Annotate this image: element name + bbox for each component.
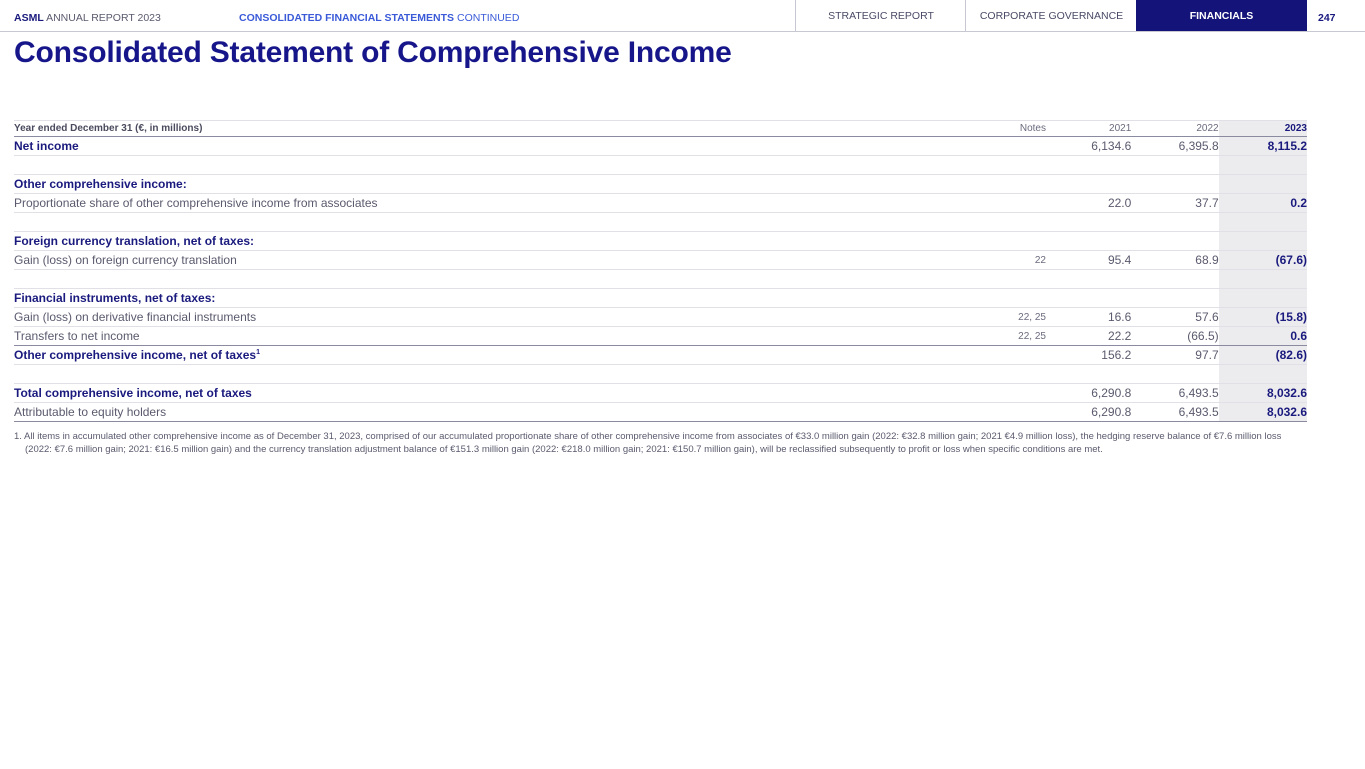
row-label: Total comprehensive income, net of taxes xyxy=(14,384,978,403)
value-2021: 95.4 xyxy=(1046,251,1131,270)
row-notes: 22 xyxy=(978,251,1046,270)
value-2022: 57.6 xyxy=(1131,308,1218,327)
row-notes xyxy=(978,365,1046,384)
row-label: Financial instruments, net of taxes: xyxy=(14,289,978,308)
row-label: Other comprehensive income: xyxy=(14,175,978,194)
value-2023: 8,032.6 xyxy=(1219,403,1307,422)
value-2022 xyxy=(1131,175,1218,194)
table-row xyxy=(14,327,1307,346)
table-row xyxy=(14,308,1307,327)
row-label xyxy=(14,346,978,365)
value-2023 xyxy=(1219,232,1307,251)
top-navigation-bar xyxy=(0,0,1365,32)
value-2022 xyxy=(1131,365,1218,384)
report-brand xyxy=(14,12,161,24)
value-2022 xyxy=(1131,289,1218,308)
page-number: 247 xyxy=(1318,12,1336,24)
row-label: Gain (loss) on foreign currency translation xyxy=(14,251,978,270)
value-2022: 68.9 xyxy=(1131,251,1218,270)
row-notes xyxy=(978,232,1046,251)
table-row xyxy=(14,194,1307,213)
row-label xyxy=(14,365,978,384)
value-2022: 6,493.5 xyxy=(1131,403,1218,422)
value-2023: 8,115.2 xyxy=(1219,137,1307,156)
value-2022: 6,395.8 xyxy=(1131,137,1218,156)
table-row xyxy=(14,365,1307,384)
row-label xyxy=(14,270,978,289)
row-notes xyxy=(978,346,1046,365)
table-row xyxy=(14,403,1307,422)
value-2023: (82.6) xyxy=(1219,346,1307,365)
value-2023: (67.6) xyxy=(1219,251,1307,270)
value-2023: 0.2 xyxy=(1219,194,1307,213)
table-row xyxy=(14,232,1307,251)
value-2023 xyxy=(1219,175,1307,194)
row-notes xyxy=(978,270,1046,289)
row-label: Net income xyxy=(14,137,978,156)
value-2022 xyxy=(1131,232,1218,251)
value-2021 xyxy=(1046,270,1131,289)
value-2021: 6,290.8 xyxy=(1046,403,1131,422)
value-2021: 22.0 xyxy=(1046,194,1131,213)
value-2022: (66.5) xyxy=(1131,327,1218,346)
tab-corporate-governance[interactable]: CORPORATE GOVERNANCE xyxy=(965,0,1137,31)
header-2021: 2021 xyxy=(1046,121,1131,137)
header-notes: Notes xyxy=(978,121,1046,137)
row-notes: 22, 25 xyxy=(978,308,1046,327)
row-notes: 22, 25 xyxy=(978,327,1046,346)
row-label: Foreign currency translation, net of taxes: xyxy=(14,232,978,251)
table-row xyxy=(14,251,1307,270)
value-2022: 97.7 xyxy=(1131,346,1218,365)
row-notes xyxy=(978,175,1046,194)
tab-strategic-report[interactable]: STRATEGIC REPORT xyxy=(795,0,966,31)
value-2021 xyxy=(1046,289,1131,308)
value-2021: 6,290.8 xyxy=(1046,384,1131,403)
value-2021 xyxy=(1046,365,1131,384)
header-2023: 2023 xyxy=(1219,121,1307,137)
value-2021: 156.2 xyxy=(1046,346,1131,365)
table-row xyxy=(14,289,1307,308)
table-row xyxy=(14,137,1307,156)
value-2021 xyxy=(1046,156,1131,175)
brand-name: ASML xyxy=(14,12,44,24)
value-2022: 37.7 xyxy=(1131,194,1218,213)
row-notes xyxy=(978,289,1046,308)
section-title-suffix: CONTINUED xyxy=(454,12,520,24)
row-label: Attributable to equity holders xyxy=(14,403,978,422)
table-row xyxy=(14,213,1307,232)
row-notes xyxy=(978,194,1046,213)
table-row xyxy=(14,384,1307,403)
header-2022: 2022 xyxy=(1131,121,1218,137)
section-title[interactable] xyxy=(239,12,519,24)
value-2023 xyxy=(1219,213,1307,232)
value-2021 xyxy=(1046,175,1131,194)
row-notes xyxy=(978,137,1046,156)
row-label: Transfers to net income xyxy=(14,327,978,346)
value-2023: (15.8) xyxy=(1219,308,1307,327)
tab-financials[interactable]: FINANCIALS xyxy=(1136,0,1307,31)
value-2022 xyxy=(1131,156,1218,175)
value-2022: 6,493.5 xyxy=(1131,384,1218,403)
value-2021: 6,134.6 xyxy=(1046,137,1131,156)
row-label xyxy=(14,156,978,175)
row-notes xyxy=(978,156,1046,175)
section-title-bold: CONSOLIDATED FINANCIAL STATEMENTS xyxy=(239,12,455,24)
comprehensive-income-table xyxy=(14,120,1307,422)
row-notes xyxy=(978,403,1046,422)
value-2021 xyxy=(1046,213,1131,232)
brand-report-title: ANNUAL REPORT 2023 xyxy=(43,12,161,24)
footnote: 1. All items in accumulated other comprehensive income as of December 31, 2023, comprised of our accumulated proportionate share of other comprehensive income from associates of €33.0 million gain (2022: €32.8 million gain; 2021 €4.9 million loss), the hedging reserve balance of €7.6 million loss (2022: €7.6 million gain; 2021: €16.5 million gain) and the currency translation adjustment balance of €151.3 million gain (2022: €218.0 million gain; 2021: €150.7 million gain), will be reclassified subsequently to profit or loss when specific conditions are met. xyxy=(14,431,1282,455)
row-label-text: Other comprehensive income, net of taxes xyxy=(14,348,257,362)
value-2022 xyxy=(1131,213,1218,232)
row-label: Gain (loss) on derivative financial instruments xyxy=(14,308,978,327)
row-label xyxy=(14,213,978,232)
value-2022 xyxy=(1131,270,1218,289)
table-row xyxy=(14,175,1307,194)
value-2023: 8,032.6 xyxy=(1219,384,1307,403)
value-2023: 0.6 xyxy=(1219,327,1307,346)
table-row xyxy=(14,156,1307,175)
value-2021: 22.2 xyxy=(1046,327,1131,346)
value-2023 xyxy=(1219,156,1307,175)
row-notes xyxy=(978,213,1046,232)
row-notes xyxy=(978,384,1046,403)
page-title: Consolidated Statement of Comprehensive Income xyxy=(14,36,732,69)
footnote-marker[interactable]: 1 xyxy=(256,349,260,356)
value-2023 xyxy=(1219,270,1307,289)
value-2023 xyxy=(1219,289,1307,308)
value-2021: 16.6 xyxy=(1046,308,1131,327)
table-row xyxy=(14,270,1307,289)
value-2021 xyxy=(1046,232,1131,251)
table-row xyxy=(14,346,1307,365)
value-2023 xyxy=(1219,365,1307,384)
table-header-row xyxy=(14,121,1307,137)
row-label: Proportionate share of other comprehensive income from associates xyxy=(14,194,978,213)
header-label: Year ended December 31 (€, in millions) xyxy=(14,121,978,137)
